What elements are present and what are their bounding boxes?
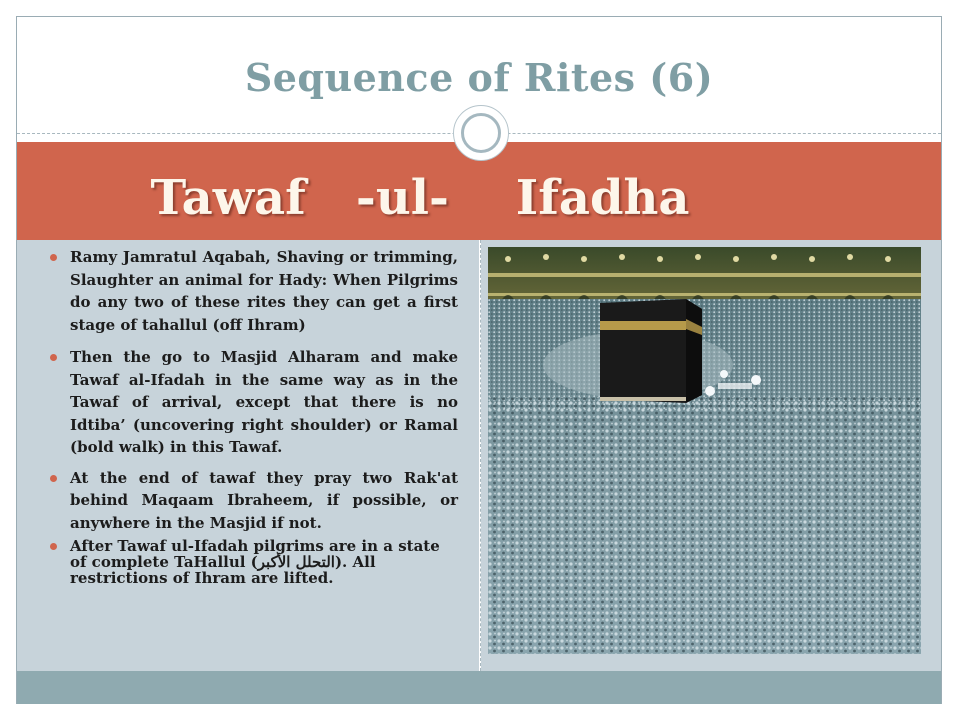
section-heading: Tawaf -ul- Ifadha [150, 170, 690, 226]
circle-ornament-ring [461, 113, 501, 153]
bullet-item [50, 346, 458, 459]
bullet-item [50, 538, 458, 586]
bullet-text: At the end of tawaf they pray two Rak'at behind Maqaam Ibraheem, if possible, or anywhere in the Masjid if not. [70, 468, 458, 532]
bullet-item [50, 246, 458, 336]
bullet-text: Then the go to Masjid Alharam and make Tawaf al-Ifadah in the same way as in the Tawaf of arrival, except that there is no Idtiba’ (uncovering right shoulder) or Ramal (bold walk) in this Tawaf. [70, 348, 458, 456]
bullet-item [50, 467, 458, 535]
circle-ornament [453, 105, 509, 161]
footer-band [17, 671, 941, 704]
kaaba-crowd-illustration [488, 247, 921, 654]
bullet-text: After Tawaf ul-Ifadah pilgrims are in a state of complete TaHallul (التحلل الأكبر). All restrictions of Ihram are lifted. [70, 537, 440, 587]
bullet-marker [50, 354, 57, 361]
bullet-marker [50, 475, 57, 482]
bullet-marker [50, 254, 57, 261]
bullet-list [50, 246, 458, 586]
bullet-text: Ramy Jamratul Aqabah, Shaving or trimming, Slaughter an animal for Hady: When Pilgrims do any two of these rites they can get a first stage of tahallul (off Ihram) [70, 248, 458, 334]
kaaba-crowd-photo [488, 247, 921, 654]
slide-title: Sequence of Rites (6) [244, 54, 714, 100]
bullet-marker [50, 543, 57, 550]
